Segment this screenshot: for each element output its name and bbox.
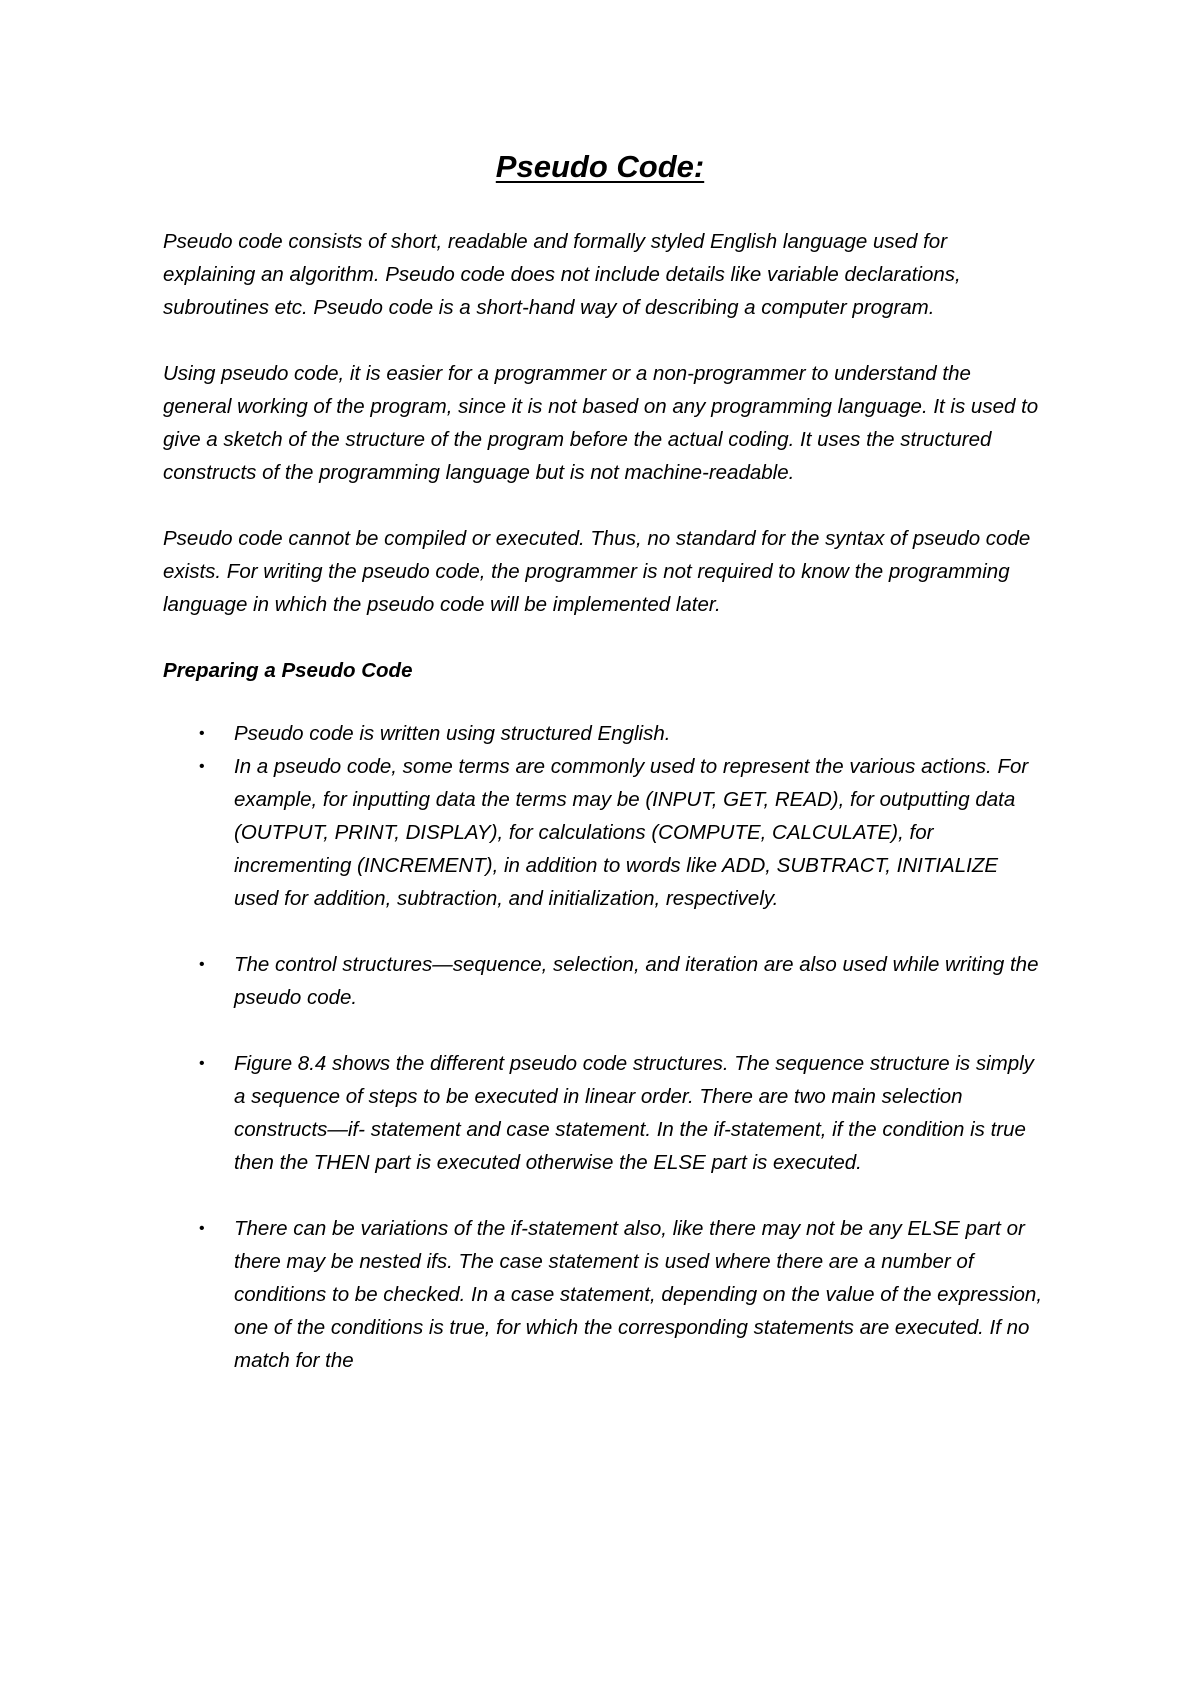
bullet-icon: • (199, 758, 205, 775)
list-item-text: There can be variations of the if-statement also, like there may not be any ELSE part or there may be nested ifs. The case statement is used where there are a number of conditions to be checked. In a case statement, depending on the value of the expression, one of the conditions is true, for which the corresponding statements are executed. If no match for the (234, 1217, 1043, 1372)
list-item (163, 1047, 1043, 1179)
list-item (163, 948, 1043, 1014)
section-heading: Preparing a Pseudo Code (163, 659, 413, 682)
list-item-text: Pseudo code is written using structured English. (234, 722, 671, 745)
list-item-text: In a pseudo code, some terms are commonly used to represent the various actions. For example, for inputting data the terms may be (INPUT, GET, READ), for outputting data (OUTPUT, PRINT, DISPLAY), for calculations (COMPUTE, CALCULATE), for incrementing (INCREMENT), in addition to words like ADD, SUBTRACT, INITIALIZE used for addition, subtraction, and initialization, respectively. (234, 755, 1029, 910)
paragraph-intro: Pseudo code consists of short, readable and formally styled English language used for explaining an algorithm. Pseudo code does not include details like variable declarations, subroutines etc. Pseudo code is a short-hand way of describing a computer program. (163, 230, 961, 319)
list-item-text: The control structures—sequence, selection, and iteration are also used while writing the pseudo code. (234, 953, 1039, 1009)
bullet-icon: • (199, 1220, 205, 1237)
list-item (163, 1212, 1043, 1377)
paragraph-usage: Using pseudo code, it is easier for a programmer or a non-programmer to understand the general working of the program, since it is not based on any programming language. It is used to give a sketch of the structure of the program before the actual coding. It uses the structured constructs of the programming language but is not machine-readable. (163, 362, 1039, 484)
bullet-icon: • (199, 725, 205, 742)
list-item-text: Figure 8.4 shows the different pseudo code structures. The sequence structure is simply a sequence of steps to be executed in linear order. There are two main selection constructs—if- statement and case statement. In the if-statement, if the condition is true then the THEN part is executed otherwise the ELSE part is executed. (234, 1052, 1034, 1174)
document-body (163, 225, 1043, 1377)
list-item (163, 750, 1043, 915)
bullet-icon: • (199, 1055, 205, 1072)
page-title: Pseudo Code: (495, 149, 705, 184)
bullet-icon: • (199, 956, 205, 973)
bullet-list (163, 717, 1043, 1377)
paragraph-compilation: Pseudo code cannot be compiled or executed. Thus, no standard for the syntax of pseudo code exists. For writing the pseudo code, the programmer is not required to know the programming language in which the pseudo code will be implemented later. (163, 527, 1031, 616)
list-item (163, 717, 1043, 750)
